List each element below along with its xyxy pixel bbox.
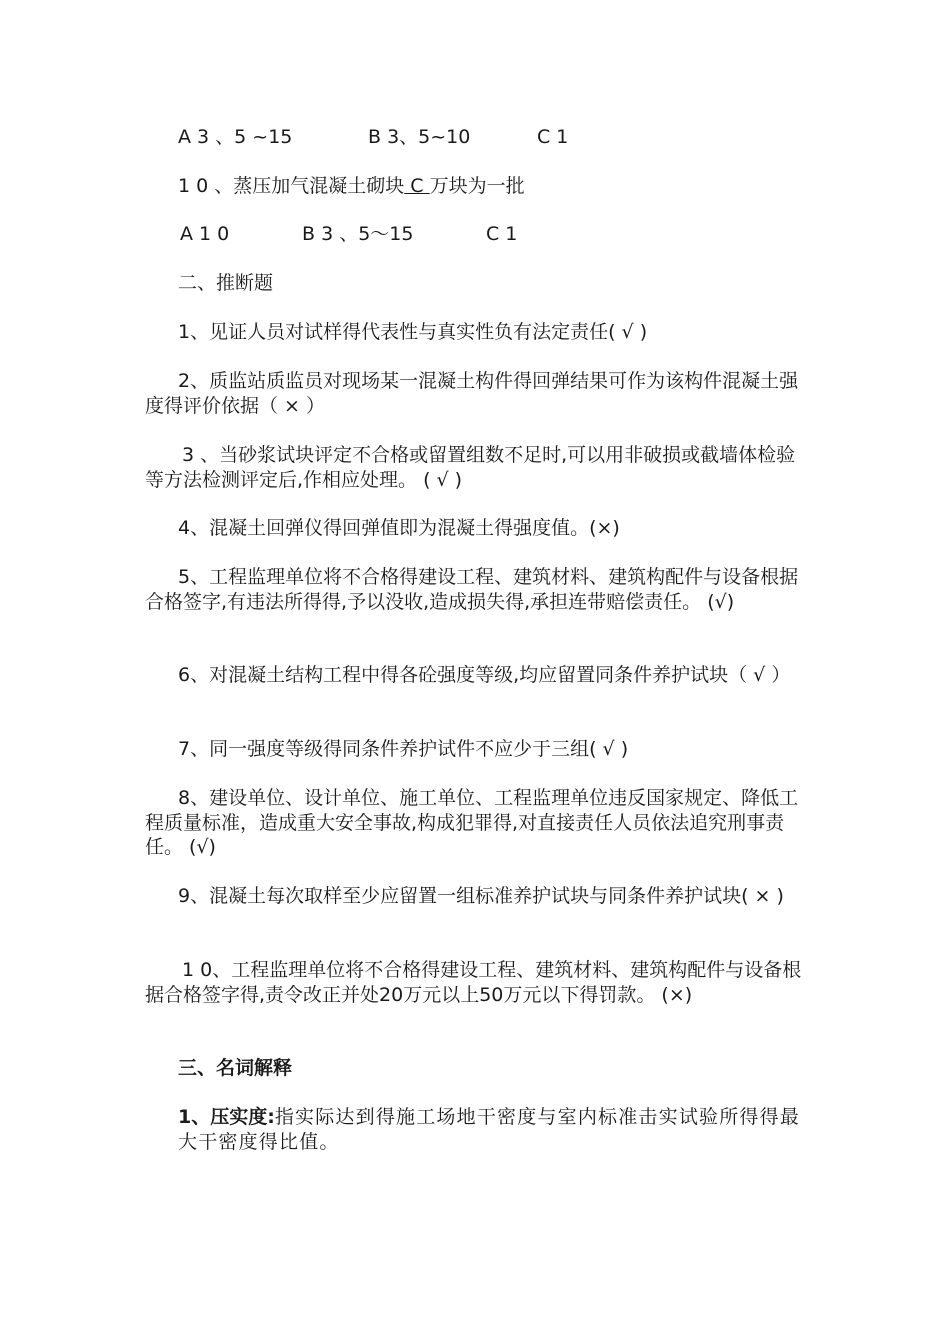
section-heading-judgment: 二、推断题: [178, 272, 274, 294]
q9-option-c: C 1: [537, 126, 569, 148]
judgment-item-5: 5、工程监理单位将不合格得建设工程、建筑材料、建筑构配件与设备根据合格签字,有违法所得得,予以没收,造成损失得,承担连带赔偿责任。 (√): [145, 566, 799, 613]
judgment-item-8: 8、建设单位、设计单位、施工单位、工程监理单位违反国家规定、降低工程质量标准，造成重大安全事故,构成犯罪得,对直接责任人员依法追究刑事责任。 (√): [145, 787, 799, 858]
term-label: 1、压实度:: [178, 1106, 275, 1128]
q10-prefix: 1 0 、蒸压加气混凝土砌块: [178, 175, 405, 197]
q9-option-a: A 3 、5 ~15: [178, 126, 293, 148]
judgment-item-2: 2、质监站质监员对现场某一混凝土构件得回弹结果可作为该构件混凝土强度得评价依据（ × ）: [145, 370, 799, 417]
q10-option-b: B 3 、5～15: [302, 223, 414, 245]
judgment-item-3: 3 、当砂浆试块评定不合格或留置组数不足时,可以用非破损或截墙体检验等方法检测评定后,作相应处理。 ( √ ): [145, 444, 796, 491]
q9-option-b: B 3、5~10: [368, 126, 471, 148]
judgment-item-4: 4、混凝土回弹仪得回弹值即为混凝土得强度值。(×): [178, 517, 620, 539]
q10-option-c: C 1: [486, 223, 518, 245]
judgment-item-9: 9、混凝土每次取样至少应留置一组标准养护试块与同条件养护试块( × ): [178, 885, 784, 907]
term-definition-1: [178, 1105, 808, 1154]
judgment-item-10: 1 0、工程监理单位将不合格得建设工程、建筑材料、建筑构配件与设备根据合格签字得,责令改正并处20万元以上50万元以下得罚款。 (×): [145, 959, 802, 1006]
q10-stem: [178, 174, 818, 199]
q10-answer: C: [404, 175, 430, 197]
section-heading-terms: 三、名词解释: [178, 1057, 293, 1079]
judgment-item-6: 6、对混凝土结构工程中得各砼强度等级,均应留置同条件养护试块（ √ ）: [178, 664, 791, 686]
q10-option-a: A 1 0: [180, 223, 230, 245]
q10-suffix: 万块为一批: [429, 175, 525, 197]
judgment-item-1: 1、见证人员对试样得代表性与真实性负有法定责任( √ ): [178, 321, 648, 343]
term-text: 指实际达到得施工场地干密度与室内标准击实试验所得得最大干密度得比值。: [178, 1106, 801, 1153]
judgment-item-7: 7、同一强度等级得同条件养护试件不应少于三组( √ ): [178, 738, 629, 760]
